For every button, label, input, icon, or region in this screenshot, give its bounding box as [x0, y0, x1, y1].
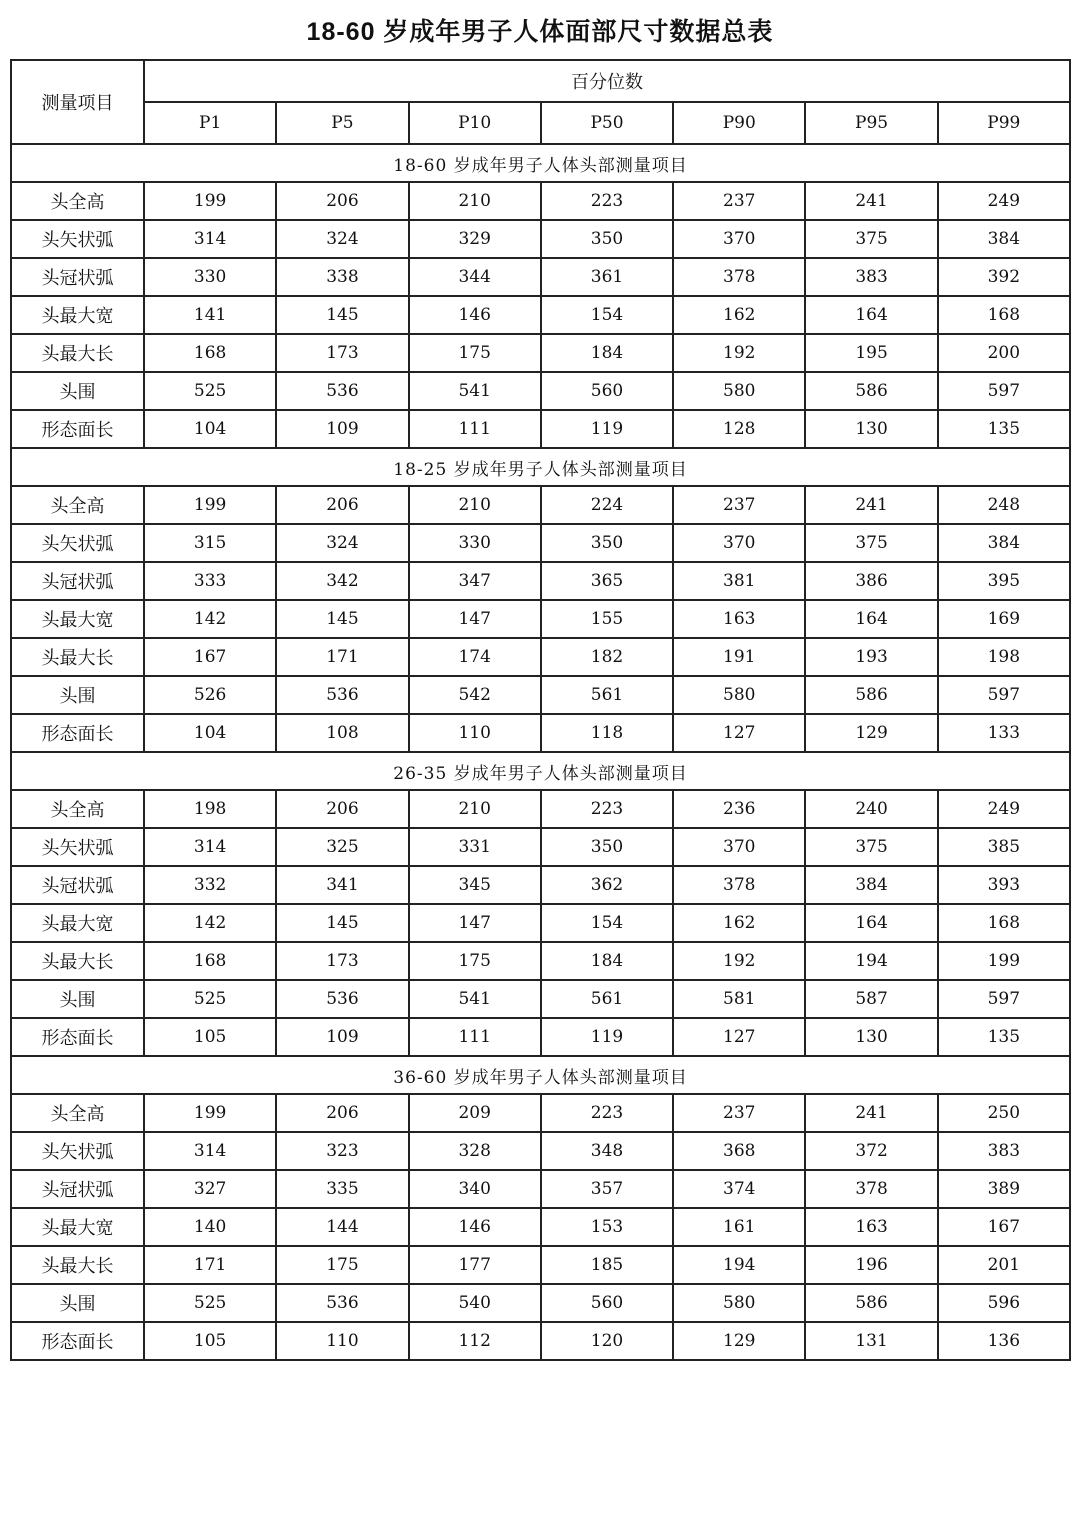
value-cell: 541: [409, 372, 541, 410]
value-cell: 315: [144, 524, 276, 562]
table-row: [11, 600, 1070, 638]
row-label: 头最大宽: [11, 904, 144, 942]
value-cell: 587: [805, 980, 937, 1018]
value-cell: 536: [276, 980, 408, 1018]
row-label: 头矢状弧: [11, 1132, 144, 1170]
value-cell: 210: [409, 486, 541, 524]
value-cell: 142: [144, 904, 276, 942]
table-row: [11, 1170, 1070, 1208]
row-label: 头最大长: [11, 334, 144, 372]
table-row: [11, 1208, 1070, 1246]
row-label: 头围: [11, 372, 144, 410]
value-cell: 130: [805, 410, 937, 448]
value-cell: 162: [673, 296, 805, 334]
value-cell: 109: [276, 410, 408, 448]
header-col-p1: P1: [144, 102, 276, 144]
value-cell: 161: [673, 1208, 805, 1246]
row-label: 头全高: [11, 1094, 144, 1132]
value-cell: 110: [276, 1322, 408, 1360]
value-cell: 201: [938, 1246, 1070, 1284]
value-cell: 241: [805, 182, 937, 220]
value-cell: 342: [276, 562, 408, 600]
value-cell: 375: [805, 524, 937, 562]
value-cell: 104: [144, 410, 276, 448]
value-cell: 350: [541, 524, 673, 562]
value-cell: 173: [276, 334, 408, 372]
table-row: [11, 220, 1070, 258]
value-cell: 350: [541, 828, 673, 866]
table-row: [11, 1322, 1070, 1360]
section-header-row: [11, 752, 1070, 790]
value-cell: 378: [805, 1170, 937, 1208]
row-label: 头冠状弧: [11, 866, 144, 904]
header-col-p90: P90: [673, 102, 805, 144]
value-cell: 560: [541, 1284, 673, 1322]
value-cell: 224: [541, 486, 673, 524]
value-cell: 108: [276, 714, 408, 752]
value-cell: 105: [144, 1322, 276, 1360]
value-cell: 198: [144, 790, 276, 828]
value-cell: 237: [673, 182, 805, 220]
table-row: [11, 714, 1070, 752]
row-label: 头全高: [11, 182, 144, 220]
row-label: 头全高: [11, 486, 144, 524]
value-cell: 370: [673, 220, 805, 258]
value-cell: 154: [541, 296, 673, 334]
value-cell: 111: [409, 410, 541, 448]
value-cell: 395: [938, 562, 1070, 600]
value-cell: 184: [541, 942, 673, 980]
value-cell: 540: [409, 1284, 541, 1322]
value-cell: 199: [144, 182, 276, 220]
value-cell: 525: [144, 372, 276, 410]
value-cell: 378: [673, 866, 805, 904]
value-cell: 374: [673, 1170, 805, 1208]
value-cell: 206: [276, 1094, 408, 1132]
value-cell: 175: [276, 1246, 408, 1284]
value-cell: 541: [409, 980, 541, 1018]
value-cell: 560: [541, 372, 673, 410]
value-cell: 542: [409, 676, 541, 714]
row-label: 头冠状弧: [11, 562, 144, 600]
value-cell: 145: [276, 904, 408, 942]
value-cell: 175: [409, 942, 541, 980]
value-cell: 135: [938, 1018, 1070, 1056]
value-cell: 110: [409, 714, 541, 752]
value-cell: 348: [541, 1132, 673, 1170]
value-cell: 104: [144, 714, 276, 752]
value-cell: 198: [938, 638, 1070, 676]
table-row: [11, 866, 1070, 904]
row-label: 头最大宽: [11, 1208, 144, 1246]
value-cell: 586: [805, 676, 937, 714]
value-cell: 129: [673, 1322, 805, 1360]
value-cell: 331: [409, 828, 541, 866]
value-cell: 586: [805, 1284, 937, 1322]
row-label: 头矢状弧: [11, 220, 144, 258]
row-label: 头全高: [11, 790, 144, 828]
value-cell: 324: [276, 220, 408, 258]
value-cell: 171: [276, 638, 408, 676]
value-cell: 127: [673, 714, 805, 752]
table-row: [11, 1018, 1070, 1056]
value-cell: 237: [673, 1094, 805, 1132]
table-row: [11, 1132, 1070, 1170]
value-cell: 144: [276, 1208, 408, 1246]
value-cell: 168: [144, 334, 276, 372]
table-row: [11, 486, 1070, 524]
value-cell: 341: [276, 866, 408, 904]
value-cell: 345: [409, 866, 541, 904]
value-cell: 340: [409, 1170, 541, 1208]
value-cell: 192: [673, 942, 805, 980]
value-cell: 249: [938, 182, 1070, 220]
value-cell: 184: [541, 334, 673, 372]
table-row: [11, 410, 1070, 448]
value-cell: 194: [673, 1246, 805, 1284]
table-row: [11, 258, 1070, 296]
value-cell: 223: [541, 1094, 673, 1132]
header-col-p5: P5: [276, 102, 408, 144]
value-cell: 142: [144, 600, 276, 638]
value-cell: 210: [409, 182, 541, 220]
value-cell: 153: [541, 1208, 673, 1246]
value-cell: 145: [276, 296, 408, 334]
value-cell: 146: [409, 296, 541, 334]
value-cell: 141: [144, 296, 276, 334]
value-cell: 597: [938, 980, 1070, 1018]
value-cell: 119: [541, 1018, 673, 1056]
value-cell: 580: [673, 1284, 805, 1322]
value-cell: 193: [805, 638, 937, 676]
section-header-row: [11, 144, 1070, 182]
value-cell: 329: [409, 220, 541, 258]
value-cell: 241: [805, 1094, 937, 1132]
row-label: 头围: [11, 676, 144, 714]
section-title: 18-25 岁成年男子人体头部测量项目: [11, 448, 1070, 486]
value-cell: 210: [409, 790, 541, 828]
value-cell: 199: [144, 486, 276, 524]
row-label: 头最大宽: [11, 600, 144, 638]
table-row: [11, 1246, 1070, 1284]
value-cell: 111: [409, 1018, 541, 1056]
value-cell: 384: [938, 220, 1070, 258]
row-label: 形态面长: [11, 1322, 144, 1360]
value-cell: 561: [541, 676, 673, 714]
value-cell: 350: [541, 220, 673, 258]
value-cell: 596: [938, 1284, 1070, 1322]
value-cell: 130: [805, 1018, 937, 1056]
table-row: [11, 296, 1070, 334]
value-cell: 167: [938, 1208, 1070, 1246]
value-cell: 333: [144, 562, 276, 600]
value-cell: 206: [276, 486, 408, 524]
value-cell: 357: [541, 1170, 673, 1208]
value-cell: 525: [144, 1284, 276, 1322]
header-col-p10: P10: [409, 102, 541, 144]
value-cell: 368: [673, 1132, 805, 1170]
value-cell: 195: [805, 334, 937, 372]
value-cell: 393: [938, 866, 1070, 904]
value-cell: 384: [938, 524, 1070, 562]
value-cell: 168: [938, 904, 1070, 942]
section-header-row: [11, 448, 1070, 486]
value-cell: 200: [938, 334, 1070, 372]
header-percentile: 百分位数: [144, 60, 1070, 102]
value-cell: 332: [144, 866, 276, 904]
row-label: 头最大长: [11, 638, 144, 676]
table-row: [11, 638, 1070, 676]
table-row: [11, 904, 1070, 942]
value-cell: 168: [938, 296, 1070, 334]
row-label: 头矢状弧: [11, 828, 144, 866]
value-cell: 133: [938, 714, 1070, 752]
value-cell: 386: [805, 562, 937, 600]
value-cell: 526: [144, 676, 276, 714]
value-cell: 241: [805, 486, 937, 524]
value-cell: 145: [276, 600, 408, 638]
header-col-p50: P50: [541, 102, 673, 144]
value-cell: 175: [409, 334, 541, 372]
value-cell: 182: [541, 638, 673, 676]
value-cell: 192: [673, 334, 805, 372]
value-cell: 370: [673, 524, 805, 562]
value-cell: 209: [409, 1094, 541, 1132]
value-cell: 155: [541, 600, 673, 638]
value-cell: 185: [541, 1246, 673, 1284]
value-cell: 119: [541, 410, 673, 448]
value-cell: 164: [805, 904, 937, 942]
table-row: [11, 372, 1070, 410]
value-cell: 140: [144, 1208, 276, 1246]
header-col-p99: P99: [938, 102, 1070, 144]
value-cell: 196: [805, 1246, 937, 1284]
value-cell: 250: [938, 1094, 1070, 1132]
value-cell: 314: [144, 220, 276, 258]
measurement-table: [10, 59, 1071, 1361]
section-title: 18-60 岁成年男子人体头部测量项目: [11, 144, 1070, 182]
header-row-2: [11, 102, 1070, 144]
table-row: [11, 790, 1070, 828]
value-cell: 580: [673, 676, 805, 714]
value-cell: 199: [144, 1094, 276, 1132]
value-cell: 327: [144, 1170, 276, 1208]
row-label: 形态面长: [11, 714, 144, 752]
value-cell: 335: [276, 1170, 408, 1208]
value-cell: 177: [409, 1246, 541, 1284]
value-cell: 344: [409, 258, 541, 296]
value-cell: 249: [938, 790, 1070, 828]
value-cell: 347: [409, 562, 541, 600]
value-cell: 372: [805, 1132, 937, 1170]
value-cell: 167: [144, 638, 276, 676]
value-cell: 248: [938, 486, 1070, 524]
value-cell: 129: [805, 714, 937, 752]
value-cell: 194: [805, 942, 937, 980]
value-cell: 128: [673, 410, 805, 448]
value-cell: 325: [276, 828, 408, 866]
value-cell: 199: [938, 942, 1070, 980]
header-col-p95: P95: [805, 102, 937, 144]
value-cell: 147: [409, 600, 541, 638]
row-label: 形态面长: [11, 410, 144, 448]
value-cell: 385: [938, 828, 1070, 866]
table-row: [11, 562, 1070, 600]
row-label: 头最大长: [11, 942, 144, 980]
value-cell: 597: [938, 676, 1070, 714]
value-cell: 173: [276, 942, 408, 980]
value-cell: 169: [938, 600, 1070, 638]
value-cell: 338: [276, 258, 408, 296]
table-row: [11, 1094, 1070, 1132]
table-row: [11, 1284, 1070, 1322]
value-cell: 236: [673, 790, 805, 828]
value-cell: 206: [276, 790, 408, 828]
value-cell: 112: [409, 1322, 541, 1360]
value-cell: 146: [409, 1208, 541, 1246]
value-cell: 314: [144, 828, 276, 866]
table-row: [11, 676, 1070, 714]
value-cell: 163: [673, 600, 805, 638]
value-cell: 581: [673, 980, 805, 1018]
value-cell: 378: [673, 258, 805, 296]
value-cell: 240: [805, 790, 937, 828]
value-cell: 370: [673, 828, 805, 866]
value-cell: 525: [144, 980, 276, 1018]
value-cell: 147: [409, 904, 541, 942]
section-title: 36-60 岁成年男子人体头部测量项目: [11, 1056, 1070, 1094]
header-measurement-item: 测量项目: [11, 60, 144, 144]
row-label: 头围: [11, 1284, 144, 1322]
value-cell: 191: [673, 638, 805, 676]
value-cell: 120: [541, 1322, 673, 1360]
value-cell: 223: [541, 182, 673, 220]
value-cell: 105: [144, 1018, 276, 1056]
value-cell: 162: [673, 904, 805, 942]
value-cell: 384: [805, 866, 937, 904]
row-label: 头最大长: [11, 1246, 144, 1284]
value-cell: 389: [938, 1170, 1070, 1208]
value-cell: 135: [938, 410, 1070, 448]
value-cell: 164: [805, 600, 937, 638]
value-cell: 375: [805, 828, 937, 866]
value-cell: 164: [805, 296, 937, 334]
value-cell: 597: [938, 372, 1070, 410]
row-label: 头最大宽: [11, 296, 144, 334]
value-cell: 168: [144, 942, 276, 980]
value-cell: 383: [805, 258, 937, 296]
value-cell: 381: [673, 562, 805, 600]
value-cell: 392: [938, 258, 1070, 296]
value-cell: 163: [805, 1208, 937, 1246]
section-title: 26-35 岁成年男子人体头部测量项目: [11, 752, 1070, 790]
value-cell: 580: [673, 372, 805, 410]
row-label: 形态面长: [11, 1018, 144, 1056]
row-label: 头矢状弧: [11, 524, 144, 562]
value-cell: 586: [805, 372, 937, 410]
value-cell: 323: [276, 1132, 408, 1170]
value-cell: 383: [938, 1132, 1070, 1170]
value-cell: 131: [805, 1322, 937, 1360]
value-cell: 127: [673, 1018, 805, 1056]
table-row: [11, 182, 1070, 220]
value-cell: 237: [673, 486, 805, 524]
value-cell: 328: [409, 1132, 541, 1170]
table-row: [11, 334, 1070, 372]
table-row: [11, 828, 1070, 866]
value-cell: 561: [541, 980, 673, 1018]
value-cell: 536: [276, 1284, 408, 1322]
table-row: [11, 942, 1070, 980]
table-row: [11, 524, 1070, 562]
row-label: 头围: [11, 980, 144, 1018]
value-cell: 330: [144, 258, 276, 296]
page-title: 18-60 岁成年男子人体面部尺寸数据总表: [306, 18, 774, 46]
value-cell: 536: [276, 676, 408, 714]
row-label: 头冠状弧: [11, 1170, 144, 1208]
value-cell: 375: [805, 220, 937, 258]
value-cell: 314: [144, 1132, 276, 1170]
value-cell: 118: [541, 714, 673, 752]
value-cell: 109: [276, 1018, 408, 1056]
value-cell: 324: [276, 524, 408, 562]
row-label: 头冠状弧: [11, 258, 144, 296]
value-cell: 365: [541, 562, 673, 600]
value-cell: 330: [409, 524, 541, 562]
value-cell: 536: [276, 372, 408, 410]
table-row: [11, 980, 1070, 1018]
value-cell: 154: [541, 904, 673, 942]
value-cell: 206: [276, 182, 408, 220]
value-cell: 171: [144, 1246, 276, 1284]
value-cell: 361: [541, 258, 673, 296]
value-cell: 223: [541, 790, 673, 828]
section-header-row: [11, 1056, 1070, 1094]
header-row-1: [11, 60, 1070, 102]
table-body: [11, 144, 1070, 1360]
value-cell: 136: [938, 1322, 1070, 1360]
value-cell: 362: [541, 866, 673, 904]
table-header: [11, 60, 1070, 144]
value-cell: 174: [409, 638, 541, 676]
